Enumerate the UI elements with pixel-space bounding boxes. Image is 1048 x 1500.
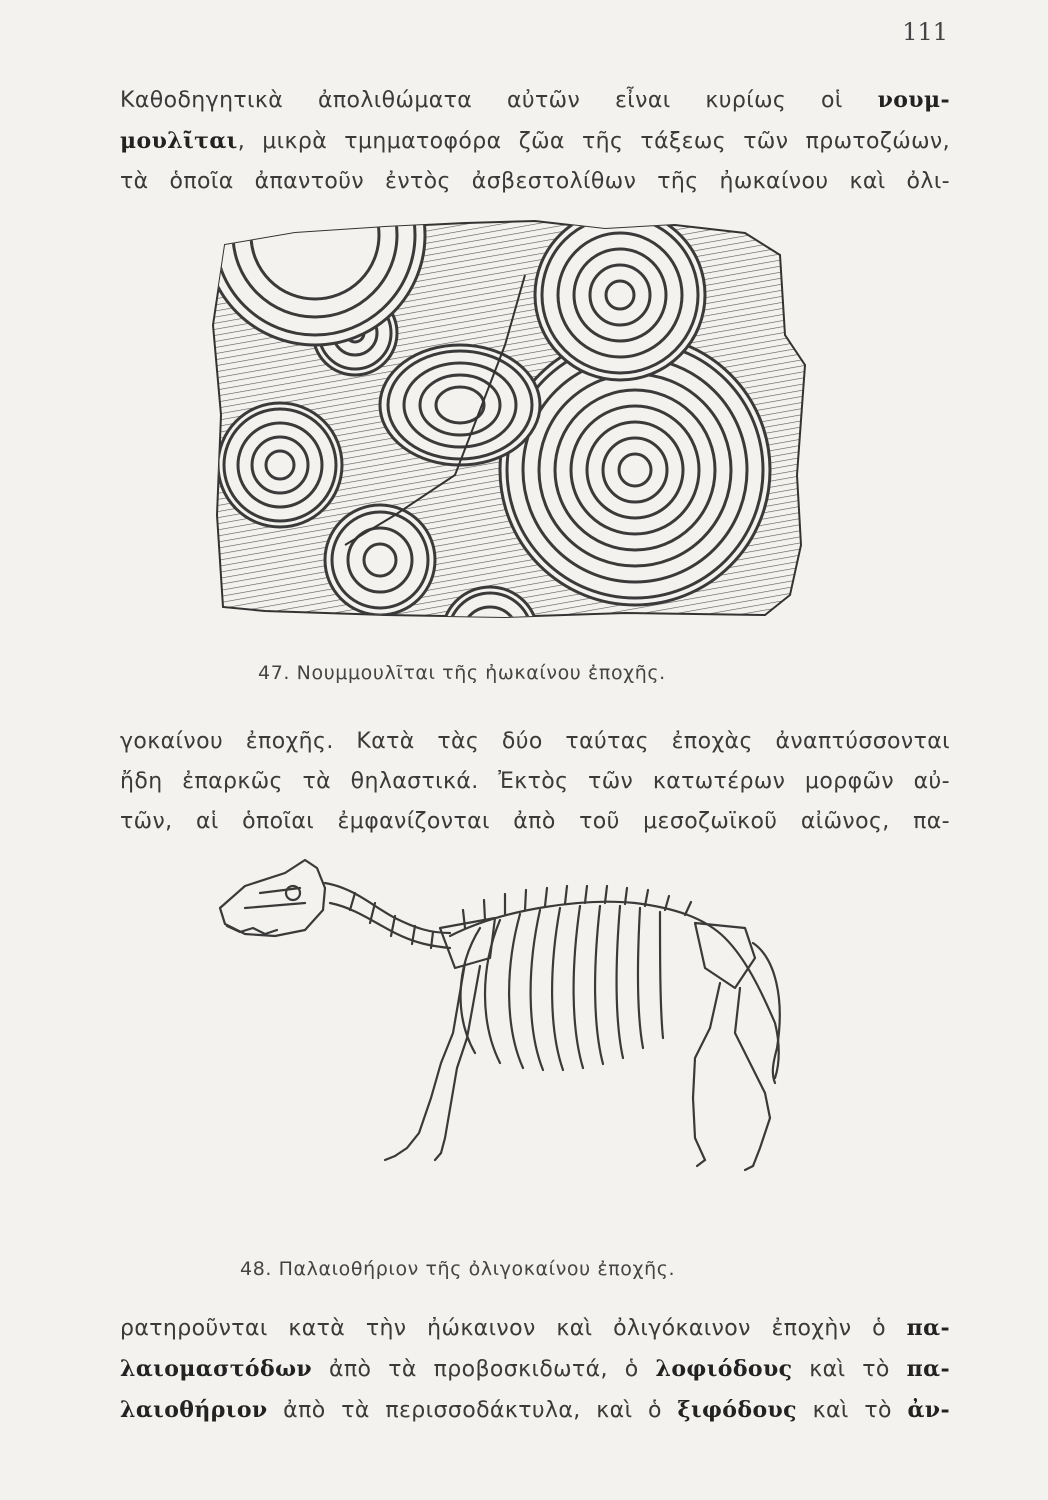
term-xiphodon: ξιφόδους [677,1397,797,1423]
term-palaeotherium-end: λαιοθήριον [120,1397,268,1423]
term-palaeotherium-start: πα- [906,1356,950,1382]
paragraph-1-line-2: μουλῖται, μικρὰ τμηματοφόρα ζῶα τῆς τάξεως τῶν πρωτοζώων, [120,128,950,154]
top-right-nummulite [535,215,705,380]
paragraph-2 [120,722,950,842]
figure-48-caption: 48. Παλαιοθήριον τῆς ὀλιγοκαίνου ἐποχῆς. [240,1258,676,1280]
page-number: 111 [902,18,948,46]
paragraph-3 [120,1308,950,1431]
nummulite-fossil-illustration [205,215,815,635]
paragraph-3-line-3: λαιοθήριον ἀπὸ τὰ περισσοδάκτυλα, καὶ ὁ ξιφόδους καὶ τὸ ἀν- [120,1397,950,1423]
term-nummulites-end: μουλῖται [120,128,238,154]
paragraph-3-line-2: λαιομαστόδων ἀπὸ τὰ προβοσκιδωτά, ὁ λοφιόδους καὶ τὸ πα- [120,1356,950,1382]
palaeotherium-skeleton-illustration [205,848,805,1208]
left-nummulite [218,403,342,527]
term-lophiodon: λοφιόδους [655,1356,793,1382]
paragraph-3-line-1: ρατηροῦνται κατὰ τὴν ἠώκαινον καὶ ὀλιγόκαινον ἐποχὴν ὁ πα- [120,1315,950,1341]
paragraph-1 [120,80,950,202]
paragraph-2-line-2: ἤδη ἐπαρκῶς τὰ θηλαστικά. Ἐκτὸς τῶν κατωτέρων μορφῶν αὐ- [120,769,950,794]
term-palaeomastodon-end: λαιομαστόδων [120,1356,313,1382]
figure-47-caption: 47. Νουμμουλῖται τῆς ἠωκαίνου ἐποχῆς. [258,662,666,684]
paragraph-1-line-1: Καθοδηγητικὰ ἀπολιθώματα αὐτῶν εἶναι κυρίως οἱ νουμ- [120,87,950,113]
oblique-nummulite [380,345,540,465]
term-nummulites-start: νουμ- [877,87,950,113]
paragraph-1-line-3: τὰ ὁποῖα ἀπαντοῦν ἐντὸς ἀσβεστολίθων τῆς ἠωκαίνου καὶ ὀλι- [120,169,950,194]
term-palaeomastodon-start: πα- [906,1315,950,1341]
paragraph-2-line-1: γοκαίνου ἐποχῆς. Κατὰ τὰς δύο ταύτας ἐποχὰς ἀναπτύσσονται [120,729,950,754]
term-anoplotherium-start: ἀν- [907,1397,950,1423]
paragraph-2-line-3: τῶν, αἱ ὁποῖαι ἐμφανίζονται ἀπὸ τοῦ μεσοζωϊκοῦ αἰῶνος, πα- [120,809,950,834]
